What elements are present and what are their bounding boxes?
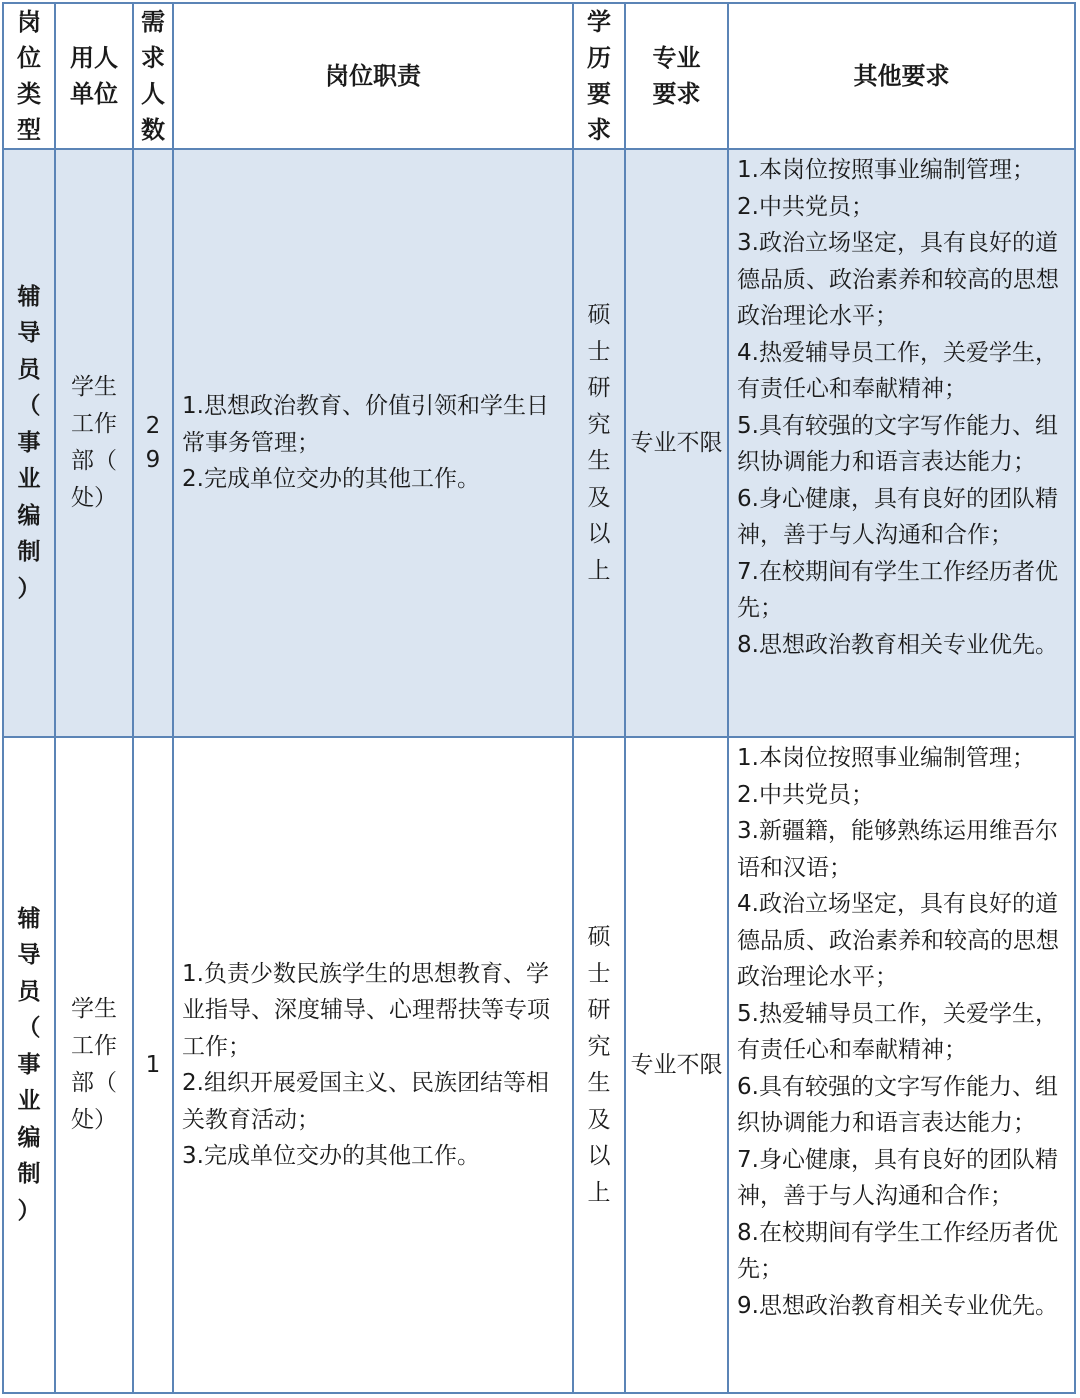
header-major — [625, 3, 728, 149]
wrapped-text — [630, 1047, 723, 1084]
vertical-glyph: 员 — [17, 978, 41, 1005]
vertical-glyph: 士 — [587, 338, 611, 365]
vertical-glyph: 类 — [17, 80, 41, 108]
vertical-glyph: 生 — [587, 448, 611, 474]
wrapped-line: 学生 — [71, 996, 117, 1022]
vertical-text — [4, 901, 54, 1230]
vertical-glyph: （ — [17, 393, 41, 420]
headcount-cell — [133, 149, 173, 737]
wrapped-line: 学生 — [71, 374, 117, 400]
vertical-glyph: 及 — [587, 484, 611, 511]
vertical-glyph: 制 — [17, 539, 41, 566]
vertical-glyph: 数 — [141, 116, 165, 144]
vertical-text — [134, 409, 172, 477]
post-type-cell — [3, 737, 55, 1393]
vertical-glyph: 员 — [17, 356, 41, 383]
wrapped-text — [56, 369, 132, 517]
vertical-glyph: 究 — [587, 1033, 611, 1060]
wrapped-line: 工作 — [71, 411, 117, 437]
requirement-item: 2.中共党员； — [737, 781, 874, 808]
header-post-type — [3, 3, 55, 149]
vertical-glyph: 上 — [587, 557, 611, 584]
vertical-glyph: 硕 — [587, 302, 611, 328]
vertical-glyph: 硕 — [587, 924, 611, 950]
wrapped-line: 部（ — [71, 448, 117, 474]
duty-item: 3.完成单位交办的其他工作。 — [182, 1143, 480, 1169]
duty-item: 1.负责少数民族学生的思想教育、学业指导、深度辅导、心理帮扶等专项工作； — [182, 960, 550, 1060]
requirement-item: 3.新疆籍，能够熟练运用维吾尔语和汉语； — [737, 818, 1058, 881]
requirement-item: 5.热爱辅导员工作，关爱学生，有责任心和奉献精神； — [737, 1000, 1058, 1063]
vertical-glyph: 历 — [587, 44, 611, 72]
vertical-glyph: 人 — [141, 80, 165, 108]
wrapped-text — [56, 991, 132, 1139]
vertical-text — [6, 4, 52, 148]
header-education — [573, 3, 625, 149]
wrapped-line: 工作 — [71, 1033, 117, 1059]
header-other: 其他要求 — [728, 3, 1075, 149]
vertical-glyph: 需 — [141, 8, 165, 36]
vertical-glyph: 业 — [17, 1088, 41, 1115]
vertical-glyph: 导 — [17, 942, 41, 969]
vertical-glyph: 辅 — [17, 283, 41, 310]
table-row — [3, 737, 1075, 1393]
vertical-text — [576, 4, 622, 148]
wrapped-line: 处） — [71, 485, 117, 511]
requirement-item: 1.本岗位按照事业编制管理； — [737, 745, 1035, 771]
requirement-item: 1.本岗位按照事业编制管理； — [737, 157, 1035, 183]
wrapped-line: 部（ — [71, 1070, 117, 1096]
requirement-item: 6.具有较强的文字写作能力、组织协调能力和语言表达能力； — [737, 1073, 1058, 1136]
vertical-text — [574, 919, 624, 1211]
wrapped-text — [626, 40, 727, 112]
vertical-glyph: 制 — [17, 1161, 41, 1188]
wrapped-line: 专业 — [652, 44, 701, 72]
requirement-item: 3.政治立场坚定，具有良好的道德品质、政治素养和较高的思想政治理论水平； — [737, 230, 1059, 329]
vertical-glyph: ） — [17, 575, 41, 602]
employer-cell — [55, 149, 133, 737]
vertical-glyph: 岗 — [17, 8, 41, 36]
employer-cell — [55, 737, 133, 1393]
vertical-glyph: 编 — [17, 502, 41, 529]
requirement-item: 2.中共党员； — [737, 193, 874, 220]
wrapped-text — [56, 40, 132, 112]
vertical-text — [4, 279, 54, 608]
requirement-item: 7.在校期间有学生工作经历者优先； — [737, 558, 1058, 621]
duty-item: 2.完成单位交办的其他工作。 — [182, 466, 480, 493]
requirement-item: 4.政治立场坚定，具有良好的道德品质、政治素养和较高的思想政治理论水平； — [737, 891, 1059, 990]
vertical-glyph: 求 — [587, 116, 611, 144]
vertical-glyph: 以 — [587, 1143, 611, 1169]
wrapped-line: 用人 — [70, 44, 118, 72]
vertical-glyph: 生 — [587, 1070, 611, 1096]
vertical-glyph: 及 — [587, 1106, 611, 1133]
header-row — [3, 3, 1075, 149]
duties-cell — [173, 149, 573, 737]
requirement-item: 6.身心健康，具有良好的团队精神，善于与人沟通和合作； — [737, 485, 1058, 548]
vertical-glyph: 2 — [145, 413, 161, 439]
vertical-glyph: 业 — [17, 466, 41, 493]
vertical-glyph: 辅 — [17, 905, 41, 932]
vertical-glyph: 士 — [587, 960, 611, 987]
requirement-item: 5.具有较强的文字写作能力、组织协调能力和语言表达能力； — [737, 412, 1058, 475]
header-headcount — [133, 3, 173, 149]
education-cell — [573, 737, 625, 1393]
requirement-item: 8.思想政治教育相关专业优先。 — [737, 631, 1058, 658]
wrapped-line: 专业不限 — [630, 429, 723, 456]
vertical-glyph: 求 — [141, 44, 165, 72]
vertical-glyph: 型 — [17, 116, 41, 144]
wrapped-line: 单位 — [70, 80, 118, 108]
other-requirements-cell — [728, 149, 1075, 737]
vertical-glyph: 9 — [145, 447, 161, 473]
requirement-item: 7.身心健康，具有良好的团队精神，善于与人沟通和合作； — [737, 1146, 1058, 1209]
vertical-glyph: 学 — [587, 8, 611, 36]
requirement-item: 4.热爱辅导员工作，关爱学生，有责任心和奉献精神； — [737, 339, 1058, 402]
vertical-glyph: 以 — [587, 521, 611, 547]
vertical-glyph: ） — [17, 1197, 41, 1224]
vertical-glyph: 事 — [17, 1051, 41, 1078]
vertical-glyph: 位 — [17, 44, 41, 72]
table-row — [3, 149, 1075, 737]
wrapped-line: 专业不限 — [630, 1051, 723, 1078]
wrapped-line: 要求 — [652, 80, 701, 108]
wrapped-text — [630, 425, 723, 462]
vertical-glyph: 编 — [17, 1124, 41, 1151]
header-duties: 岗位职责 — [173, 3, 573, 149]
vertical-glyph: （ — [17, 1015, 41, 1042]
duty-item: 1.思想政治教育、价值引领和学生日常事务管理； — [182, 393, 549, 456]
requirement-item: 8.在校期间有学生工作经历者优先； — [737, 1219, 1058, 1282]
vertical-glyph: 研 — [587, 375, 611, 401]
vertical-glyph: 上 — [587, 1179, 611, 1206]
vertical-glyph: 究 — [587, 411, 611, 438]
requirement-item: 9.思想政治教育相关专业优先。 — [737, 1292, 1058, 1319]
post-type-cell — [3, 149, 55, 737]
other-requirements-cell — [728, 737, 1075, 1393]
education-cell — [573, 149, 625, 737]
vertical-glyph: 要 — [587, 80, 611, 108]
major-cell — [625, 149, 728, 737]
wrapped-line: 处） — [71, 1107, 117, 1133]
vertical-text — [574, 297, 624, 589]
vertical-text — [136, 4, 170, 148]
header-employer — [55, 3, 133, 149]
vertical-glyph: 导 — [17, 320, 41, 347]
recruitment-table — [2, 2, 1076, 1394]
vertical-glyph: 1 — [145, 1052, 161, 1078]
major-cell — [625, 737, 728, 1393]
vertical-glyph: 研 — [587, 997, 611, 1023]
duties-cell — [173, 737, 573, 1393]
duty-item: 2.组织开展爱国主义、民族团结等相关教育活动； — [182, 1070, 549, 1133]
headcount-cell — [133, 737, 173, 1393]
vertical-glyph: 事 — [17, 429, 41, 456]
vertical-text — [134, 1048, 172, 1082]
